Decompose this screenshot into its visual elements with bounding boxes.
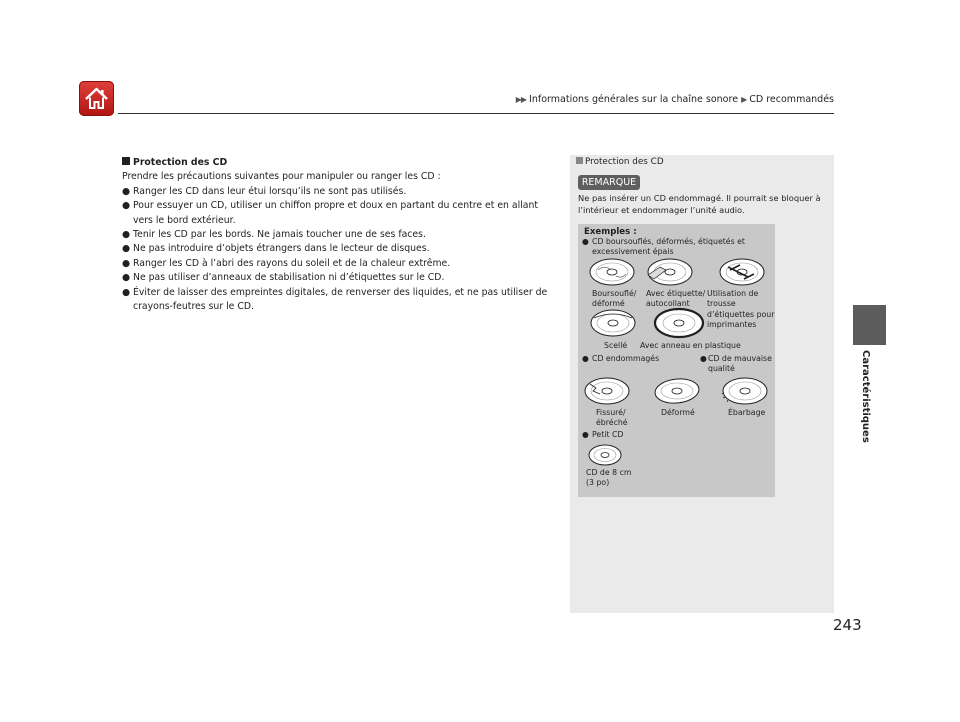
section-heading: Protection des CD [122,156,552,170]
bullet-icon: ● [122,185,131,197]
chapter-tab-label[interactable]: Caractéristiques [860,350,871,443]
home-icon [83,85,110,112]
bullet-icon: ● [582,354,589,363]
category-deformed: CD boursouflés, déformés, étiquetés et excessivement épais [592,237,745,257]
cd-boursoufle-illustration [588,257,636,287]
caption-etiquette: Avec étiquette/ autocollant [646,289,706,309]
bullet-icon: ● [122,286,131,298]
cd-ebarbage-illustration [720,376,770,406]
caption-trousse: Utilisation de trousse d’étiquettes pour imprimantes [707,289,775,329]
list-item: ● Ranger les CD à l’abri des rayons du soleil et de la chaleur extrême. [122,257,552,271]
bullet-icon: ● [122,257,131,269]
bullet-icon: ● [122,200,131,212]
caption-anneau: Avec anneau en plastique [640,341,741,350]
list-item: ● Pour essuyer un CD, utiliser un chiffon propre et doux en partant du centre et en allant vers le bord extérieur. [122,200,539,226]
caption-petit-cd: CD de 8 cm (3 po) [586,468,632,488]
bullet-icon: ● [582,237,589,246]
sidebar-title: Protection des CD [576,157,664,167]
caption-ebarbage: Ébarbage [728,408,766,417]
cd-etiquette-illustration [644,257,696,287]
heading-square-icon [122,157,130,165]
caption-fissure: Fissuré/ ébréché [596,408,628,428]
cd-petit-illustration [586,442,624,468]
breadcrumb [516,94,834,105]
caption-boursoufle: Boursouflé/ déformé [592,289,637,309]
bullet-icon: ● [582,430,589,439]
page-number: 243 [833,616,862,634]
cd-deforme-illustration [652,376,702,406]
list-item: ● Ne pas utiliser d’anneaux de stabilisation ni d’étiquettes sur le CD. [122,271,552,285]
cd-scelle-illustration [588,308,638,338]
category-poor-quality: CD de mauvaise qualité [708,354,772,374]
list-item: ● Ne pas introduire d’objets étrangers dans le lecteur de disques. [122,242,552,256]
cd-fissure-illustration [582,376,632,406]
remark-text: Ne pas insérer un CD endommagé. Il pourrait se bloquer à l’intérieur et endommager l’unité audio. [578,193,821,216]
list-item: ● Éviter de laisser des empreintes digitales, de renverser des liquides, et ne pas utiliser de crayons-feutres sur le CD. [122,286,548,313]
breadcrumb-section-link[interactable]: Informations générales sur la chaîne sonore [529,94,739,105]
breadcrumb-arrow-icon: ▶ [741,95,747,104]
bullet-icon: ● [700,354,707,363]
note-icon [576,157,583,164]
cd-anneau-illustration [652,306,706,340]
header-divider [118,113,834,114]
breadcrumb-page: CD recommandés [749,94,834,105]
bullet-icon: ● [122,243,131,255]
breadcrumb-arrows-icon: ▶▶ [515,95,527,104]
precautions-list [122,185,552,315]
examples-box [578,224,775,497]
caption-deforme: Déformé [661,408,695,417]
list-item: ● Ranger les CD dans leur étui lorsqu’ils ne sont pas utilisés. [122,185,552,199]
cd-trousse-illustration [718,257,766,287]
intro-text: Prendre les précautions suivantes pour manipuler ou ranger les CD : [122,171,441,183]
bullet-icon: ● [122,229,131,241]
chapter-tab-marker[interactable] [853,305,886,345]
examples-title: Exemples : [584,227,637,237]
category-damaged: CD endommagés [592,354,660,363]
bullet-icon: ● [122,272,131,284]
list-item: ● Tenir les CD par les bords. Ne jamais toucher une de ses faces. [122,228,552,242]
main-content [122,156,552,314]
remark-badge: REMARQUE [578,175,640,190]
home-button[interactable] [79,81,114,116]
caption-scelle: Scellé [604,341,628,350]
category-small-cd: Petit CD [592,430,624,439]
